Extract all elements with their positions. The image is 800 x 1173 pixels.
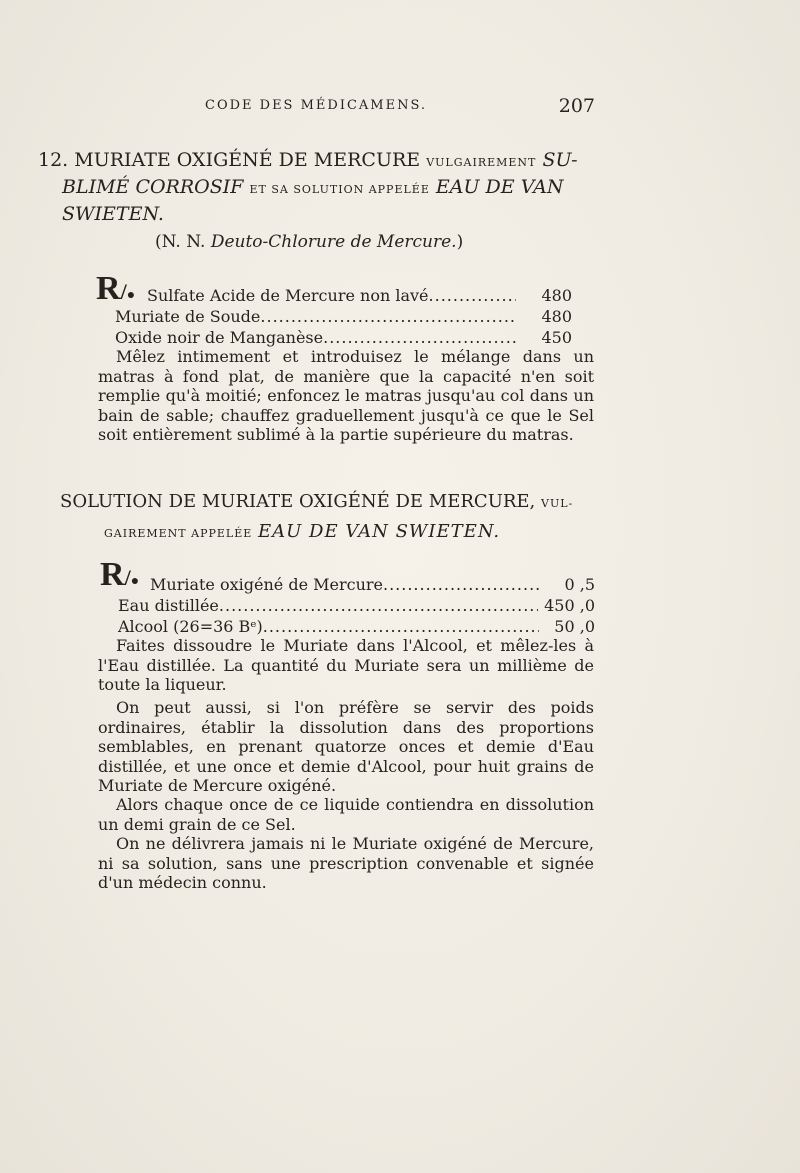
ingredient-row xyxy=(150,574,595,595)
recipe-2-ingredients-cont xyxy=(118,595,595,637)
ingredient-row xyxy=(118,595,595,616)
paragraph-1: Mêlez intimement et introduisez le mélange dans un matras à fond plat, de manière que la capacité n'en soit remplie qu'à moitié; enfoncez le matras jusqu'au col dans un bain de sable; chauffez graduellement jusqu'à ce que le Sel soit entièrement sublimé à la partie supérieure du matras. xyxy=(98,347,594,444)
nn-close: ) xyxy=(456,232,464,252)
nn-open: (N. N. xyxy=(155,232,206,252)
recipe-1-ingredients xyxy=(147,285,572,306)
ingredient-qty: 480 xyxy=(541,286,572,305)
ingredient-name: Sulfate Acide de Mercure non lavé xyxy=(147,286,429,305)
ingredient-qty: 450 ,0 xyxy=(544,596,595,615)
vul-label: VUL- xyxy=(541,497,574,510)
nn-name: Deuto-Chlorure de Mercure. xyxy=(210,232,457,252)
section-title: MURIATE OXIGÉNÉ DE MERCURE xyxy=(74,149,421,171)
paragraph-2: Faites dissoudre le Muriate dans l'Alcool, et mêlez-les à l'Eau distillée. La quantité du Muriate sera un millième de toute la liqueur. xyxy=(98,636,594,694)
ingredient-qty: 450 xyxy=(541,328,572,347)
water-name-part2: SWIETEN. xyxy=(62,203,164,225)
ingredient-row xyxy=(147,285,572,306)
ingredient-row xyxy=(115,327,572,348)
running-head xyxy=(205,95,595,117)
page-number: 207 xyxy=(558,95,595,117)
paragraph-4: Alors chaque once de ce liquide contiendra en dissolution un demi grain de ce Sel. xyxy=(98,795,594,834)
water-name-part1: EAU DE VAN xyxy=(435,176,564,198)
ingredient-qty: 0 ,5 xyxy=(564,575,595,594)
ingredient-row xyxy=(115,306,572,327)
gairement-label: GAIREMENT APPELÉE xyxy=(104,527,253,540)
ingredient-name: Muriate oxigéné de Mercure xyxy=(150,575,383,594)
ingredient-name: Oxide noir de Manganèse xyxy=(115,328,324,347)
running-head-title: CODE DES MÉDICAMENS. xyxy=(205,98,428,113)
rx-glyph: R xyxy=(100,556,125,593)
vulgairement-label: VULGAIREMENT xyxy=(426,156,537,169)
et-sa-solution-label: ET SA SOLUTION APPELÉE xyxy=(249,183,430,196)
ingredient-qty: 50 ,0 xyxy=(554,617,595,636)
section2-title: SOLUTION DE MURIATE OXIGÉNÉ DE MERCURE, xyxy=(60,491,536,512)
ingredient-name: Alcool (26=36 Bᵉ) xyxy=(118,617,263,636)
paragraph-3: On peut aussi, si l'on préfère se servir des poids ordinaires, établir la dissolution dans des proportions semblables, en prenant quatorze onces et demie d'Eau distillée, et une once et demie d'Alcool, pour huit grains de Muriate de Mercure oxigéné. xyxy=(98,698,594,795)
section-heading-1 xyxy=(38,148,598,226)
recipe-2-ingredients xyxy=(150,574,595,595)
ingredient-name: Eau distillée xyxy=(118,596,219,615)
section2-water-name: EAU DE VAN SWIETEN. xyxy=(258,521,501,542)
rx-glyph: R xyxy=(96,270,121,307)
paragraph-5: On ne délivrera jamais ni le Muriate oxigéné de Mercure, ni sa solution, sans une prescription convenable et signée d'un médecin connu. xyxy=(98,834,594,892)
ingredient-row xyxy=(118,616,595,637)
ingredient-name: Muriate de Soude xyxy=(115,307,261,326)
common-name-part1: SU- xyxy=(542,149,578,171)
recipe-1-ingredients-cont xyxy=(115,306,572,348)
nouvelle-nomenclature xyxy=(155,232,463,252)
section-number: 12. xyxy=(38,149,69,171)
recipe-symbol-2: R/● xyxy=(100,556,140,593)
recipe-symbol-1: R/● xyxy=(96,270,136,307)
ingredient-qty: 480 xyxy=(541,307,572,326)
common-name-part2: BLIMÉ CORROSIF xyxy=(62,176,244,198)
section-heading-2 xyxy=(60,488,600,548)
